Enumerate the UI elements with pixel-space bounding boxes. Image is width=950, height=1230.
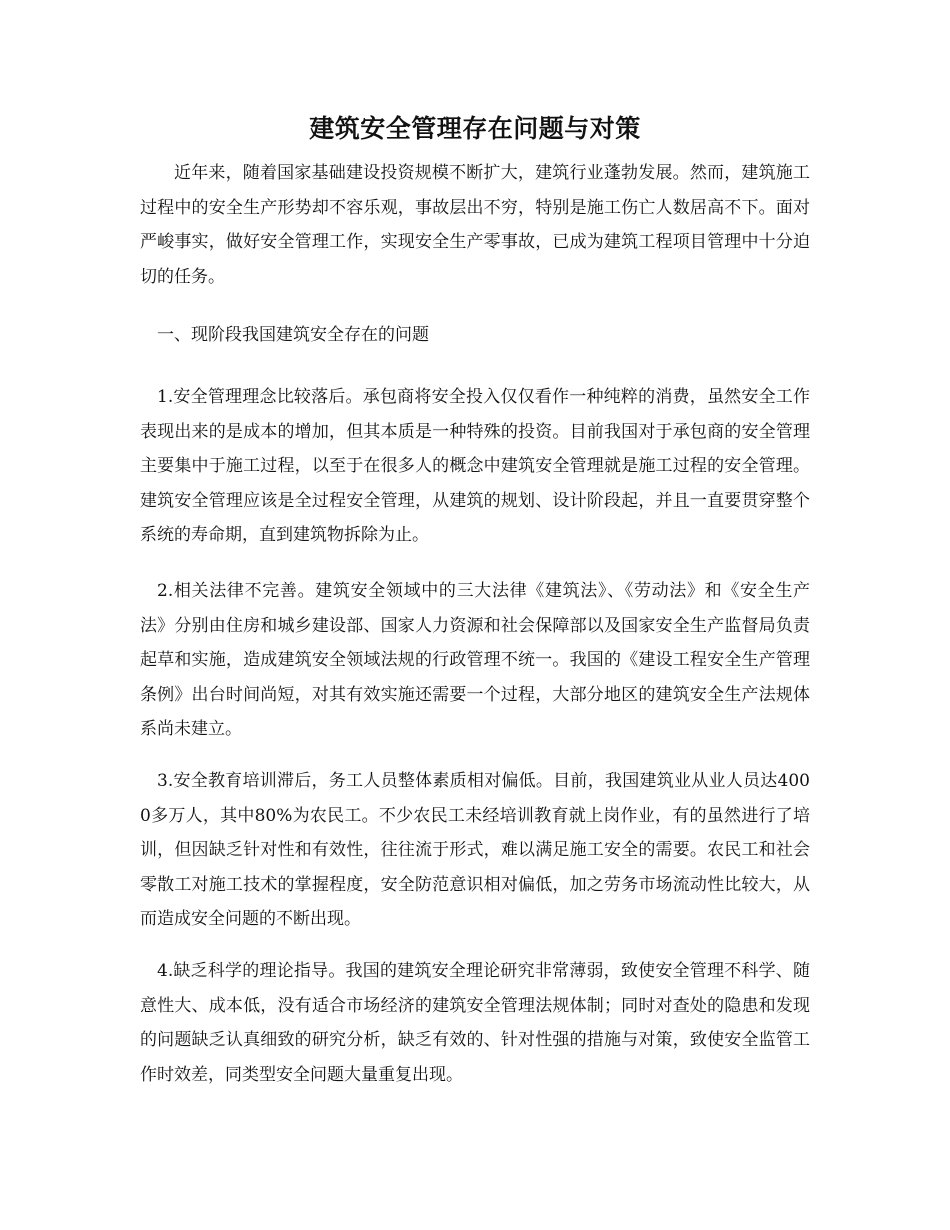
intro-paragraph: 近年来，随着国家基础建设投资规模不断扩大，建筑行业蓬勃发展。然而，建筑施工过程中的安全生产形势却不容乐观，事故层出不穷，特别是施工伤亡人数居高不下。面对严峻事实，做好安全管理工作，实现安全生产零事故，已成为建筑工程项目管理中十分迫切的任务。 (140, 163, 810, 287)
point-paragraph-2: 2.相关法律不完善。建筑安全领域中的三大法律《建筑法》、《劳动法》和《安全生产法》分别由住房和城乡建设部、国家人力资源和社会保障部以及国家安全生产监督局负责起草和实施，造成建筑安全领域法规的行政管理不统一。我国的《建设工程安全生产管理条例》出台时间尚短，对其有效实施还需要一个过程，大部分地区的建筑安全生产法规体系尚未建立。 (140, 581, 810, 739)
point-paragraph-3: 3.安全教育培训滞后，务工人员整体素质相对偏低。目前，我国建筑业从业人员达4000多万人，其中80%为农民工。不少农民工未经培训教育就上岗作业，有的虽然进行了培训，但因缺乏针对性和有效性，往往流于形式，难以满足施工安全的需要。农民工和社会零散工对施工技术的掌握程度，安全防范意识相对偏低，加之劳务市场流动性比较大，从而造成安全问题的不断出现。 (140, 771, 810, 929)
point-paragraph-4: 4.缺乏科学的理论指导。我国的建筑安全理论研究非常薄弱，致使安全管理不科学、随意性大、成本低，没有适合市场经济的建筑安全管理法规体制；同时对查处的隐患和发现的问题缺乏认真细致的研究分析，缺乏有效的、针对性强的措施与对策，致使安全监管工作时效差，同类型安全问题大量重复出现。 (140, 961, 810, 1085)
point-paragraph-1: 1.安全管理理念比较落后。承包商将安全投入仅仅看作一种纯粹的消费，虽然安全工作表现出来的是成本的增加，但其本质是一种特殊的投资。目前我国对于承包商的安全管理主要集中于施工过程，以至于在很多人的概念中建筑安全管理就是施工过程的安全管理。建筑安全管理应该是全过程安全管理，从建筑的规划、设计阶段起，并且一直要贯穿整个系统的寿命期，直到建筑物拆除为止。 (140, 387, 810, 545)
document-title: 建筑安全管理存在问题与对策 (309, 114, 641, 143)
section-heading: 一、现阶段我国建筑安全存在的问题 (157, 325, 429, 345)
